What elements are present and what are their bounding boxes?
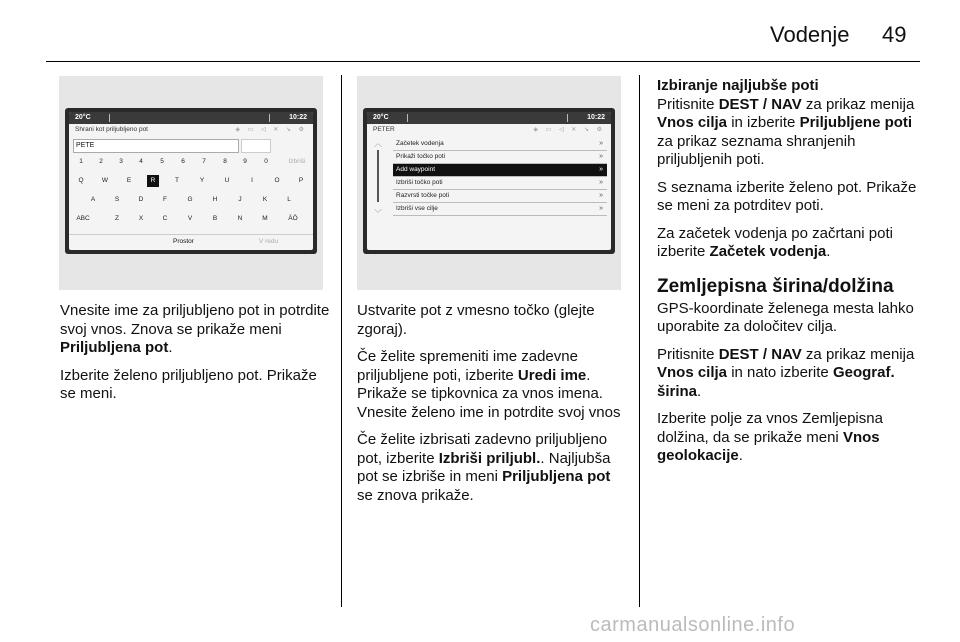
key[interactable]: X [138,215,144,222]
key[interactable]: U [224,177,230,184]
key[interactable]: 2 [99,158,103,165]
name-input[interactable]: PETE [73,139,239,153]
screenshot-route-menu [357,76,621,290]
paragraph: Za začetek vodenja po začrtani poti izberite Začetek vodenja. [657,224,893,260]
key[interactable]: C [162,215,168,222]
key[interactable]: 1 [79,158,83,165]
abc-key[interactable]: ABC [76,215,90,222]
key[interactable]: Q [78,177,84,184]
key[interactable]: O [274,177,280,184]
key[interactable]: 9 [243,158,247,165]
page-title: Vodenje [770,22,850,47]
key[interactable]: N [237,215,243,222]
key[interactable]: 5 [160,158,164,165]
key[interactable]: 0 [264,158,268,165]
header-divider [46,61,920,62]
menu-item-selected[interactable]: Add waypoint » [393,164,607,177]
umlaut-key[interactable]: ÄÖ [288,215,298,222]
key[interactable]: L [287,196,291,203]
delete-key[interactable]: Izbriši [288,158,306,165]
menu-item[interactable]: Izbriši vse cilje » [393,203,607,216]
screen-title-row [69,124,313,136]
key[interactable]: 7 [202,158,206,165]
chevron-right-icon: » [599,192,603,199]
temperature: 20°C [75,114,91,121]
key-selected[interactable]: R [147,175,159,187]
ok-key[interactable]: V redu [259,238,279,245]
route-menu [393,138,607,216]
screen-title-row [367,124,611,136]
temperature: 20°C [373,114,389,121]
keyboard-row-z [69,213,313,225]
clock: 10:22 [289,114,307,121]
key[interactable]: G [187,196,193,203]
chevron-right-icon: » [599,166,603,173]
menu-item[interactable]: Začetek vodenja » [393,138,607,151]
paragraph: Izberite želeno priljubljeno pot. Prikaže se meni. [60,366,317,402]
page-number: 49 [882,22,907,47]
scroll-up-icon[interactable]: ︿ [374,139,382,148]
status-icons: ◈ ▭ ◁ ✕ ↘ ⚙ [533,127,605,133]
key[interactable]: J [238,196,242,203]
menu-item[interactable]: Prikaži točko poti » [393,151,607,164]
key[interactable]: E [126,177,132,184]
section-heading: Izbiranje najljubše poti [657,77,819,94]
key[interactable]: 3 [119,158,123,165]
paragraph: Ustvarite pot z vmesno točko (glejte zgoraj). [357,302,595,338]
keyboard-row-q [69,175,313,187]
column-divider-1 [341,75,342,607]
clock: 10:22 [587,114,605,121]
key[interactable]: A [90,196,96,203]
paragraph: GPS-koordinate želenega mesta lahko uporabite za določitev cilja. [657,299,914,335]
chevron-right-icon: » [599,140,603,147]
infotainment-screen [363,108,615,254]
paragraph: Če želite spremeniti ime zadevne priljubljene poti, izberite Uredi ime. Prikaže se tipkovnica za vnos imena. Vnesite želeno ime in potrdite svoj vnos [357,348,621,421]
key[interactable]: 6 [181,158,185,165]
key[interactable]: I [251,177,253,184]
key[interactable]: F [163,196,167,203]
scroll-down-icon[interactable]: ﹀ [374,209,382,218]
key[interactable]: T [175,177,179,184]
key[interactable]: 4 [139,158,143,165]
status-bar [367,112,611,124]
key[interactable]: M [262,215,268,222]
column-2-text [357,302,629,514]
column-3-text [657,77,921,475]
status-icons: ◈ ▭ ◁ ✕ ↘ ⚙ [235,127,307,133]
status-bar [69,112,313,124]
section-heading: Zemljepisna širina/dolžina [657,275,894,297]
chevron-right-icon: » [599,153,603,160]
chevron-right-icon: » [599,179,603,186]
paragraph: Če želite izbrisati zadevno priljubljeno pot, izberite Izbriši priljubl.. Najljubša pot se izbriše in meni Priljubljena pot se znova prikaže. [357,431,611,504]
menu-item[interactable]: Razvrsti točke poti » [393,190,607,203]
key[interactable]: K [262,196,268,203]
suggestion-field [241,139,271,153]
paragraph: Pritisnite DEST / NAV za prikaz menija Vnos cilja in izberite Priljubljene poti za prikaz seznama shranjenih priljubljenih poti. [657,95,915,168]
paragraph: S seznama izberite želeno pot. Prikaže se meni za potrditev poti. [657,178,917,214]
key[interactable]: Z [115,215,119,222]
screenshot-keyboard [59,76,323,290]
key[interactable]: D [138,196,144,203]
key[interactable]: P [298,177,304,184]
key[interactable]: Y [199,177,205,184]
chevron-right-icon: » [599,205,603,212]
paragraph: Pritisnite DEST / NAV za prikaz menija Vnos cilja in nato izberite Geograf. širina. [657,345,915,400]
key[interactable]: W [101,177,109,184]
infotainment-screen [65,108,317,254]
paragraph: Izberite polje za vnos Zemljepisna dolžina, da se prikaže meni Vnos geolokacije. [657,410,883,464]
screen-title: PETER [373,126,395,133]
space-key[interactable]: Prostor [173,238,194,245]
keyboard-row-a [69,194,313,206]
column-1-text [60,302,330,413]
key[interactable]: 8 [223,158,227,165]
scrollbar[interactable] [377,150,379,202]
watermark: carmanualsonline.info [590,614,796,636]
key[interactable]: V [187,215,193,222]
key[interactable]: B [212,215,218,222]
key[interactable]: H [212,196,218,203]
screen-title: Shrani kot priljubljeno pot [75,126,148,133]
keyboard-bottom-row [69,234,313,249]
key[interactable]: S [114,196,120,203]
keyboard-row-numbers [69,156,313,168]
menu-item[interactable]: Izbriši točko poti » [393,177,607,190]
column-divider-2 [639,75,640,607]
paragraph: Vnesite ime za priljubljeno pot in potrdite svoj vnos. Znova se prikaže meni Priljubljena pot. [60,302,330,356]
